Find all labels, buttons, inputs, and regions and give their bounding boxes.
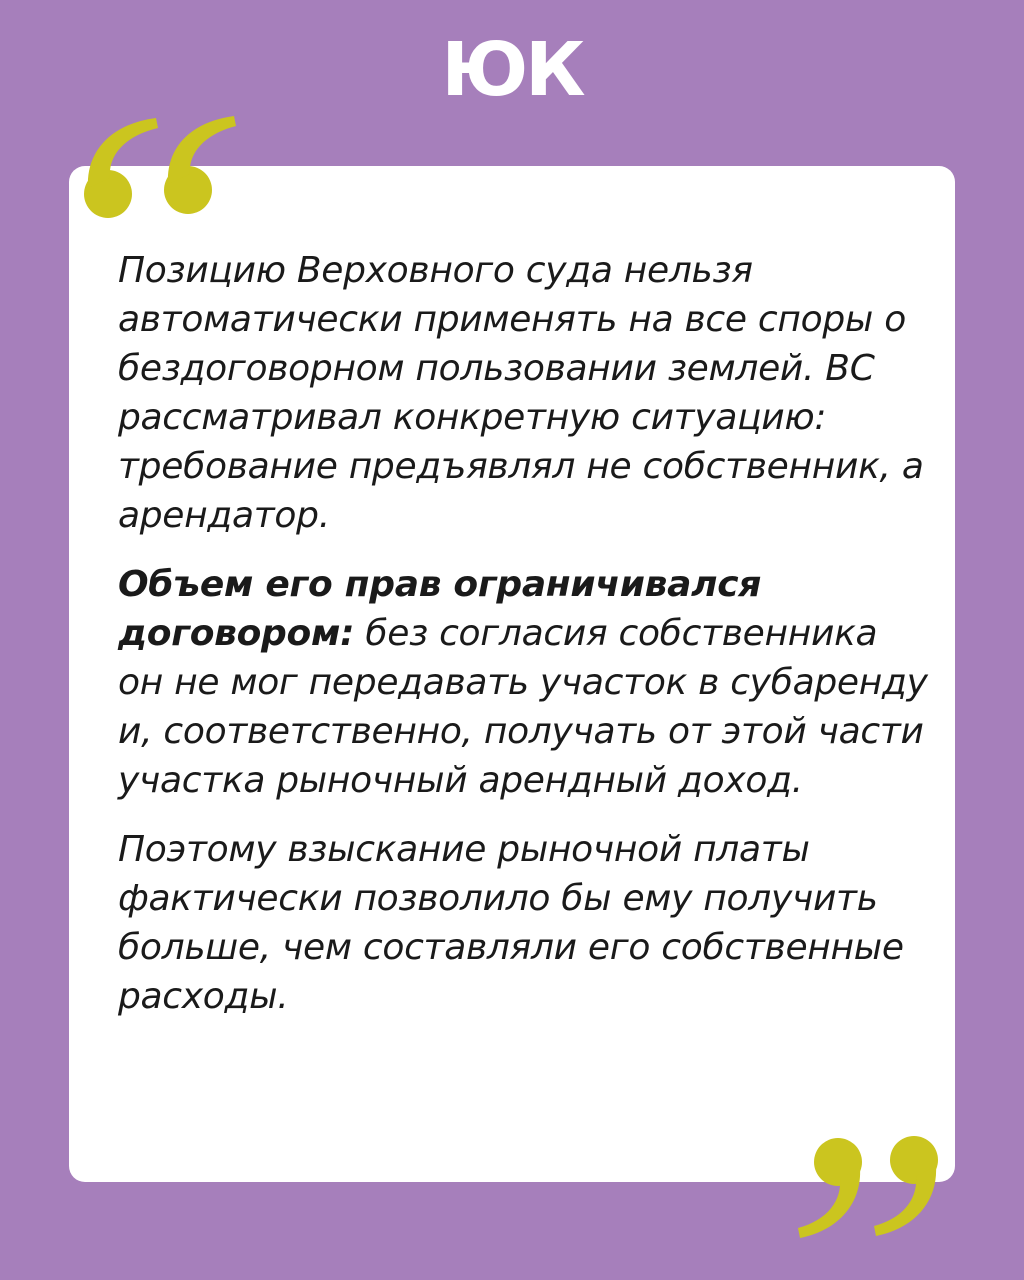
quote-paragraph-1: Позицию Верховного суда нельзя автоматически применять на все споры о бездоговорном пользовании землей. ВС рассматривал конкретную ситуацию: требование предъявлял не собственник, а арендатор. <box>118 250 924 536</box>
quote-paragraph-2 <box>118 560 928 805</box>
logo: ЮК <box>441 27 583 113</box>
closing-quote-marks-icon <box>798 1132 948 1247</box>
opening-quote-marks-icon <box>80 112 240 222</box>
quote-text <box>118 246 928 1041</box>
quote-paragraph-2-bold: Объем его прав ограничивался договором: <box>118 564 762 654</box>
quote-paragraph-2-rest: без согласия собственника он не мог передавать участок в субаренду и, соответственно, получать от этой части участка рыночный арендный доход. <box>118 613 928 801</box>
quote-paragraph-3: Поэтому взыскание рыночной платы фактически позволило бы ему получить больше, чем составляли его собственные расходы. <box>118 829 904 1017</box>
